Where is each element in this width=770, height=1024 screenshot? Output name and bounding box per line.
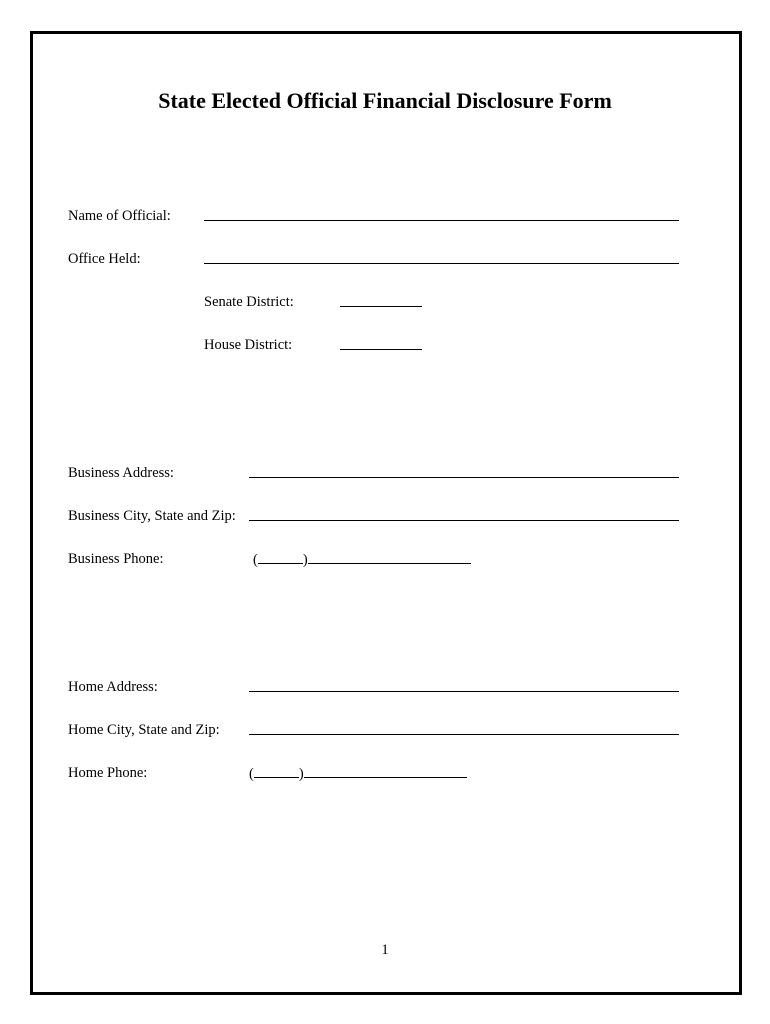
phone-number-blank[interactable] (308, 550, 471, 564)
home-address-field[interactable] (249, 691, 679, 692)
home-phone-field[interactable] (249, 764, 467, 783)
name-of-official-field[interactable] (204, 220, 679, 221)
close-paren: ) (298, 766, 304, 782)
area-code-blank[interactable] (258, 550, 303, 564)
house-district-field[interactable] (340, 349, 422, 350)
close-paren: ) (302, 552, 308, 568)
form-title: State Elected Official Financial Disclosure Form (158, 88, 612, 113)
office-held-label: Office Held: (68, 251, 141, 267)
home-city-state-zip-label: Home City, State and Zip: (68, 722, 220, 738)
business-city-state-zip-field[interactable] (249, 520, 679, 521)
senate-district-field[interactable] (340, 306, 422, 307)
home-phone-label: Home Phone: (68, 765, 148, 781)
home-city-state-zip-field[interactable] (249, 734, 679, 735)
area-code-blank[interactable] (254, 764, 299, 778)
business-phone-label: Business Phone: (68, 551, 164, 567)
phone-number-blank[interactable] (304, 764, 467, 778)
open-paren: ( (249, 766, 254, 782)
business-phone-field[interactable] (253, 550, 471, 569)
name-of-official-label: Name of Official: (68, 208, 171, 224)
business-address-field[interactable] (249, 477, 679, 478)
open-paren: ( (253, 552, 258, 568)
page-number: 1 (381, 942, 389, 958)
home-address-label: Home Address: (68, 679, 158, 695)
senate-district-label: Senate District: (204, 294, 294, 310)
business-address-label: Business Address: (68, 465, 174, 481)
office-held-field[interactable] (204, 263, 679, 264)
house-district-label: House District: (204, 337, 293, 353)
business-city-state-zip-label: Business City, State and Zip: (68, 508, 236, 524)
